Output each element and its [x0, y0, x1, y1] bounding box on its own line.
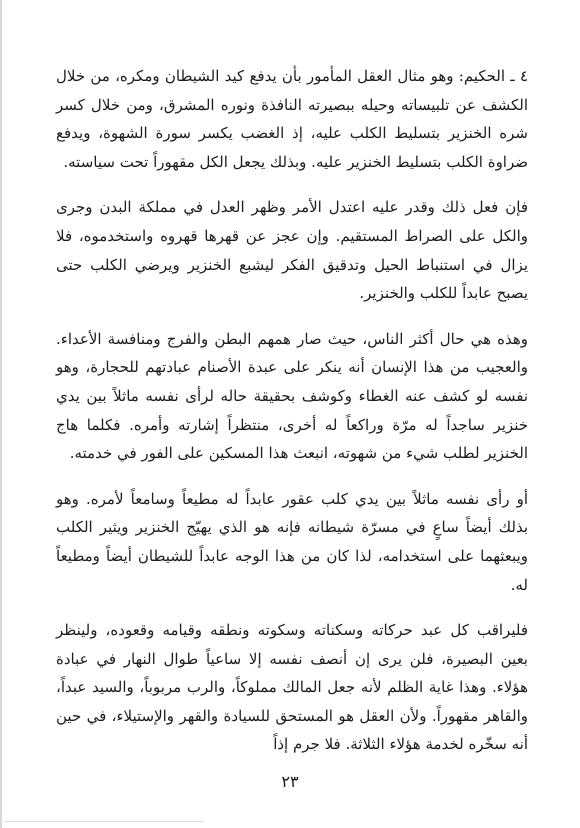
paragraph-4: أو رأى نفسه ماثلاً بين يدي كلب عقور عابداً له مطيعاً وسامعاً لأمره. وهو بذلك أيضاً ساعٍ في مسرّة شيطانه فإنه هو الذي يهيّج الخنزير ويثير الكلب ويبعثهما على استخدامه، لذا كان من هذا الوجه عابداً للشيطان أيضاً ومطيعاً له.	[56, 489, 528, 594]
page-edge-shadow	[0, 0, 2, 828]
document-body	[56, 62, 528, 782]
page-number: ٢٣	[281, 772, 299, 791]
paragraph-3: وهذه هي حال أكثر الناس، حيث صار همهم البطن والفرج ومنافسة الأعداء. والعجيب من هذا الإنسان أنه ينكر على عبدة الأصنام عبادتهم للحجارة، وهو نفسه لو كشف عنه الغطاء وكوشف بحقيقة حاله لرأى نفسه ماثلاً بين يدي خنزير ساجداً له مرّة وراكعاً له أخرى، منتظراً إشارته وأمره. فكلما هاج الخنزير لطلب شيء من شهوته، انبعث هذا المسكين على الفور في خدمته.	[56, 329, 528, 463]
paragraph-2: فإن فعل ذلك وقدر عليه اعتدل الأمر وظهر العدل في مملكة البدن وجرى والكل على الصراط المستقيم. وإن عجز عن قهرها قهروه واستخدموه، فلا يزال في استنباط الحيل وتدقيق الفكر ليشبع الخنزير ويرضي الكلب حتى يصبح عابداً للكلب والخنزير.	[56, 198, 528, 303]
paragraph-1: ٤ ـ الحكيم: وهو مثال العقل المأمور بأن يدفع كيد الشيطان ومكره، من خلال الكشف عن تلبيساته وحيله ببصيرته النافذة ونوره المشرق، ومن خلال كسر شره الخنزير بتسليط الكلب عليه، إذ الغضب يكسر سورة الشهوة، ويدفع ضراوة الكلب بتسليط الخنزير عليه. وبذلك يجعل الكل مقهوراً تحت سياسته.	[56, 67, 528, 171]
scan-bottom-line	[4, 821, 204, 822]
paragraph-5: فليراقب كل عبد حركاته وسكناته وسكوته ونطقه وقيامه وقعوده، ولينظر بعين البصيرة، فلن يرى إن أنصف نفسه إلا ساعياً طوال النهار في عبادة هؤلاء. وهذا غاية الظلم لأنه جعل المالك مملوكاً، والرب مربوباً، والسيد عبداً، والقاهر مقهوراً. ولأن العقل هو المستحق للسيادة والقهر والإستيلاء، في حين أنه سخّره لخدمة هؤلاء الثلاثة. فلا جرم إذاً	[56, 621, 528, 754]
